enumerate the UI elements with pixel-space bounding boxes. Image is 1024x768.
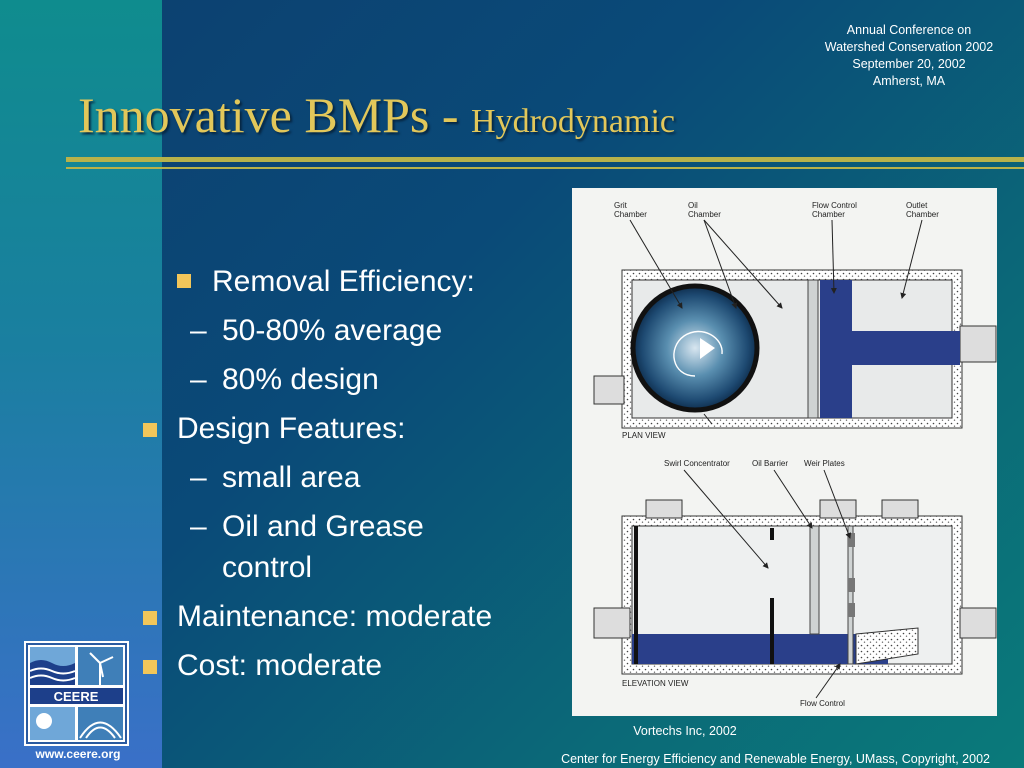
dash-bullet: –: [190, 461, 207, 494]
bullet-average: 50-80% average: [222, 314, 443, 347]
oil-barrier-plan: [808, 280, 818, 418]
title-sub: Hydrodynamic: [471, 103, 675, 140]
figure-caption: Vortechs Inc, 2002: [633, 724, 737, 738]
manhole-cover-1: [646, 500, 682, 518]
conference-line-4: Amherst, MA: [872, 74, 946, 88]
weir-plate-2: [848, 578, 855, 592]
vortechs-diagram: [572, 188, 997, 716]
bullet-removal-efficiency: Removal Efficiency:: [212, 265, 475, 298]
flow-control-chamber-plan: [820, 280, 852, 418]
bullet-cost: Cost: moderate: [177, 649, 383, 682]
bullet-design-features: Design Features:: [177, 412, 406, 445]
title-main: Innovative BMPs -: [78, 87, 472, 143]
conference-line-2: Watershed Conservation 2002: [824, 40, 994, 54]
outlet-pipe-elevation: [960, 608, 996, 638]
bullet-oil-grease-cont: control: [222, 551, 313, 584]
weir-plate-3: [848, 603, 855, 617]
label-oil-barrier: Oil Barrier: [752, 459, 789, 468]
inlet-pipe-elevation: [594, 608, 630, 638]
bullet-square: [143, 660, 157, 674]
baffle-top: [770, 528, 774, 540]
label-oil-chamber: Chamber: [688, 210, 721, 219]
outlet-pipe-plan: [960, 326, 996, 362]
manhole-cover-3: [882, 500, 918, 518]
outlet-flow: [916, 331, 960, 365]
oil-barrier-elevation: [810, 526, 819, 634]
label-flow-control: Flow Control: [812, 201, 857, 210]
label-grit-chamber: Chamber: [614, 210, 647, 219]
bullet-design-value: 80% design: [222, 363, 379, 396]
swirl-concentrator: [633, 286, 757, 410]
footer-text: Center for Energy Efficiency and Renewable Energy, UMass, Copyright, 2002: [561, 752, 990, 766]
outlet-channel: [852, 331, 916, 365]
label-weir-plates: Weir Plates: [804, 459, 845, 468]
manhole-cover-2: [820, 500, 856, 518]
label-plan-view: PLAN VIEW: [622, 431, 666, 440]
label-grit: Grit: [614, 201, 627, 210]
conference-line-1: Annual Conference on: [846, 23, 972, 37]
inlet-pipe-plan: [594, 376, 624, 404]
baffle-bottom: [770, 598, 774, 664]
title-rule-thin: [66, 167, 1024, 169]
ceere-logo[interactable]: [24, 641, 129, 746]
label-outlet-chamber: Chamber: [906, 210, 939, 219]
label-swirl-concentrator: Swirl Concentrator: [664, 459, 730, 468]
logo-text: CEERE: [53, 689, 99, 704]
website-url[interactable]: www.ceere.org: [35, 747, 121, 761]
bullet-square: [143, 423, 157, 437]
bullet-square: [143, 611, 157, 625]
conference-line-3: September 20, 2002: [852, 57, 966, 71]
inner-wall: [634, 526, 638, 664]
conference-info: [804, 22, 1014, 90]
title-rule-thick: [66, 157, 1024, 162]
bullet-oil-grease: Oil and Grease: [222, 510, 424, 543]
bullet-square: [177, 274, 191, 288]
label-oil: Oil: [688, 201, 698, 210]
dash-bullet: –: [190, 314, 207, 347]
label-flow-control-chamber: Chamber: [812, 210, 845, 219]
bullet-maintenance: Maintenance: moderate: [177, 600, 493, 633]
dash-bullet: –: [190, 510, 207, 543]
slide-title: [78, 86, 675, 144]
label-outlet: Outlet: [906, 201, 928, 210]
dash-bullet: –: [190, 363, 207, 396]
bullet-small-area: small area: [222, 461, 361, 494]
label-elevation-view: ELEVATION VIEW: [622, 679, 689, 688]
label-flow-control-bottom: Flow Control: [800, 699, 845, 708]
